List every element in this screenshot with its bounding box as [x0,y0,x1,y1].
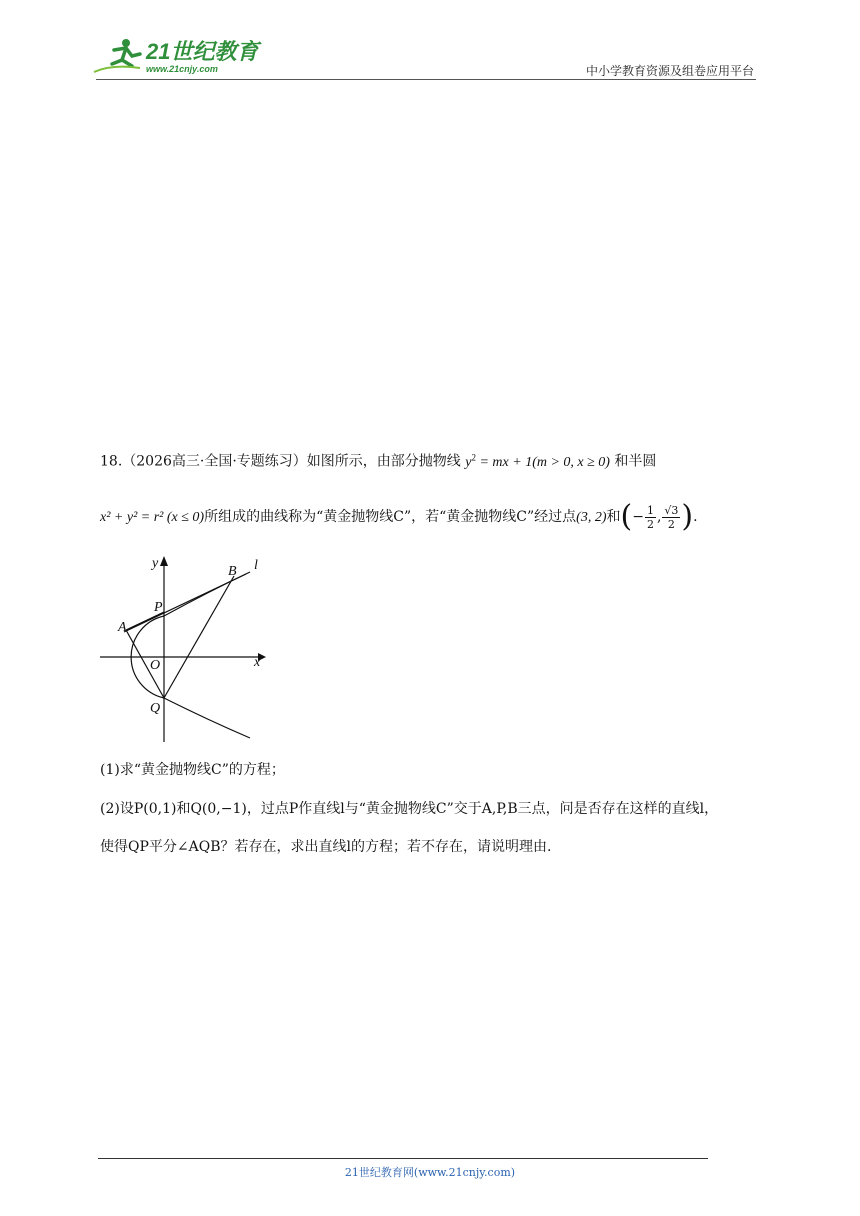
problem-intro: 如图所示，由部分抛物线 [306,453,461,470]
label-B: B [228,564,237,579]
parabola-equation: $y^2$ = mx + 1(m > 0, x ≥ 0) [465,452,610,470]
site-logo [92,34,262,78]
logo-url: www.21cnjy.com [146,64,218,74]
label-Q: Q [150,701,161,716]
label-y: y [152,556,159,571]
problem-line-1 [100,446,656,474]
header-slogan: 中小学教育资源及组卷应用平台 [585,64,754,78]
label-A: A [118,620,127,635]
and-semicircle-text: 和半圆 [614,453,657,470]
y-axis-arrow [160,556,168,566]
and-text: 和 [606,509,621,525]
golden-parabola-figure [98,552,270,744]
line-l [124,574,246,632]
header-divider [96,79,756,80]
point-2: − $\frac{1}{2}$ , $\frac{√3}{2}$ [632,503,679,531]
footer-divider [98,1158,708,1159]
part-2-line-1: (2)设P(0,1)和Q(0,−1)，过点P作直线l与“黄金抛物线C”交于A,P,B三点，问是否存在这样的直线l， [100,801,719,817]
problem-source: （2026高三·全国·专题练习） [122,453,307,470]
point-1: (3, 2) [576,510,607,525]
problem-number: 18. [100,453,123,470]
footer-link[interactable]: 21世纪教育网(www.21cnjy.com) [344,1166,516,1179]
parabola-lower [164,698,250,738]
label-l: l [254,558,258,573]
problem-line2-text: 所组成的曲线称为“黄金抛物线C”，若“黄金抛物线C”经过点 [204,509,577,525]
label-x: x [254,655,261,670]
label-P: P [154,600,163,615]
label-O: O [150,658,161,673]
problem-line-2: x² + y² = r² (x ≤ 0)所组成的曲线称为“黄金抛物线C”，若“黄金抛物线C”经过点(3, 2)和(− $\frac{1}{2}$ , $\frac{√3}{2}$ ). [100,499,698,534]
circle-equation: x² + y² = r² (x ≤ 0) [100,510,205,525]
logo-text: 21世纪教育 [146,39,259,64]
segment-QB [164,576,234,698]
runner-icon [94,39,140,72]
part-2-line-2: 使得QP平分∠AQB？若存在，求出直线l的方程；若不存在，请说明理由. [100,839,552,855]
end-period: . [693,509,698,525]
part-1: (1)求“黄金抛物线C”的方程； [100,762,285,778]
